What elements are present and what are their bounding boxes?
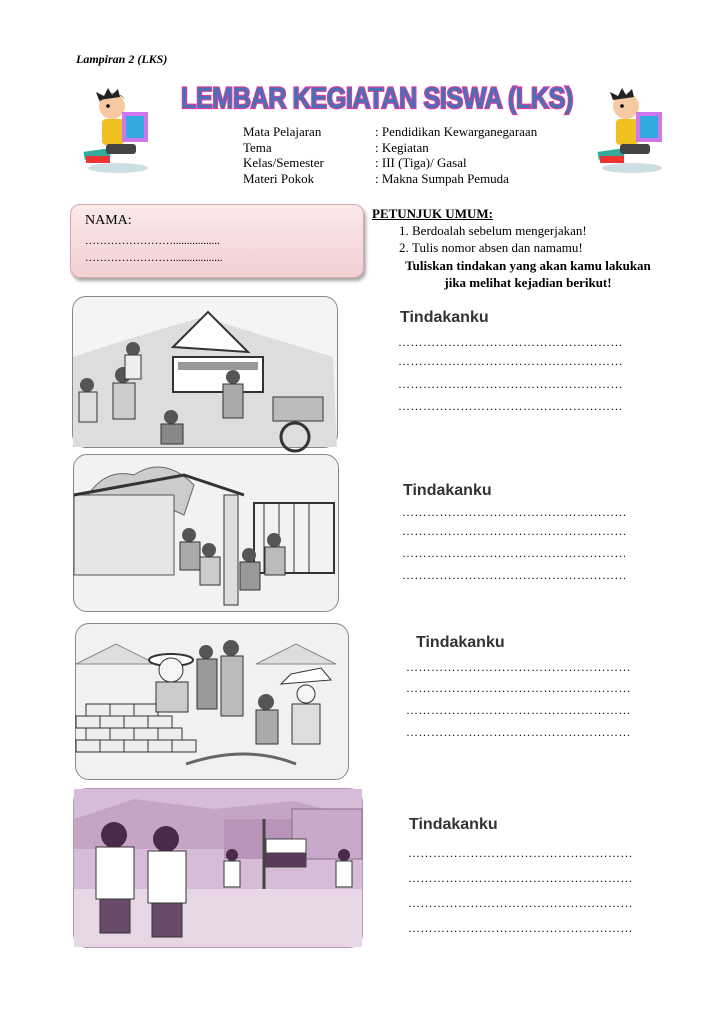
lampiran-label: Lampiran 2 (LKS) <box>76 52 168 66</box>
answer-line[interactable]: ……………………………………………… <box>406 703 631 717</box>
answer-line[interactable]: ……………………………………………… <box>398 354 623 368</box>
info-label: Materi Pokok <box>243 170 315 186</box>
scene-4-illustration <box>73 788 363 948</box>
answer-label: Tindakanku <box>416 634 505 651</box>
answer-line[interactable]: ……………………………………………… <box>408 921 633 935</box>
answer-line[interactable]: ……………………………………………… <box>406 681 631 695</box>
reading-boy-illustration-left <box>78 84 160 176</box>
answer-line[interactable]: ……………………………………………… <box>406 660 631 674</box>
answer-line[interactable]: ……………………………………………… <box>408 896 633 910</box>
answer-line[interactable]: ……………………………………………… <box>402 546 627 560</box>
info-value: : Makna Sumpah Pemuda <box>375 170 509 186</box>
answer-label: Tindakanku <box>400 309 489 326</box>
info-values <box>375 124 537 186</box>
info-value: : Pendidikan Kewarganegaraan <box>375 124 538 139</box>
name-label: NAMA: <box>85 213 132 228</box>
scene-3-illustration <box>75 623 349 780</box>
scene-1-illustration <box>72 296 338 448</box>
answer-line[interactable]: ……………………………………………… <box>408 846 633 860</box>
name-line[interactable]: …………………….................. <box>85 252 223 264</box>
info-label: Kelas/Semester <box>243 155 324 170</box>
scene-2-illustration <box>73 454 339 612</box>
answer-label: Tindakanku <box>403 482 492 499</box>
task-instruction-line: jika melihat kejadian berikut! <box>444 275 612 290</box>
reading-boy-illustration-right <box>592 84 674 176</box>
info-value: : III (Tiga)/ Gasal <box>375 155 467 170</box>
answer-label: Tindakanku <box>409 816 498 833</box>
instruction-item: 2. Tulis nomor absen dan namamu! <box>412 239 587 256</box>
info-value: : Kegiatan <box>375 139 429 155</box>
instructions-heading: PETUNJUK UMUM: <box>372 206 493 221</box>
answer-line[interactable]: ……………………………………………… <box>402 568 627 582</box>
answer-line[interactable]: ……………………………………………… <box>402 505 627 519</box>
task-instruction <box>378 257 678 291</box>
instruction-item: 1. Berdoalah sebelum mengerjakan! <box>412 222 587 239</box>
answer-line[interactable]: ……………………………………………… <box>398 377 623 391</box>
answer-line[interactable]: ……………………………………………… <box>398 399 623 413</box>
banner-title <box>178 80 576 114</box>
info-label: Tema <box>243 139 272 155</box>
name-box[interactable] <box>70 204 364 278</box>
info-labels <box>243 124 324 186</box>
answer-line[interactable]: ……………………………………………… <box>408 871 633 885</box>
task-instruction-line: Tuliskan tindakan yang akan kamu lakukan <box>405 258 651 273</box>
answer-line[interactable]: ……………………………………………… <box>402 524 627 538</box>
banner-title-text: LEMBAR KEGIATAN SISWA (LKS) <box>181 82 573 115</box>
info-label: Mata Pelajaran <box>243 124 322 139</box>
answer-line[interactable]: ……………………………………………… <box>406 725 631 739</box>
answer-line[interactable]: ……………………………………………… <box>398 335 623 349</box>
name-line[interactable]: ……………………................. <box>85 235 220 247</box>
general-instructions <box>372 205 587 256</box>
